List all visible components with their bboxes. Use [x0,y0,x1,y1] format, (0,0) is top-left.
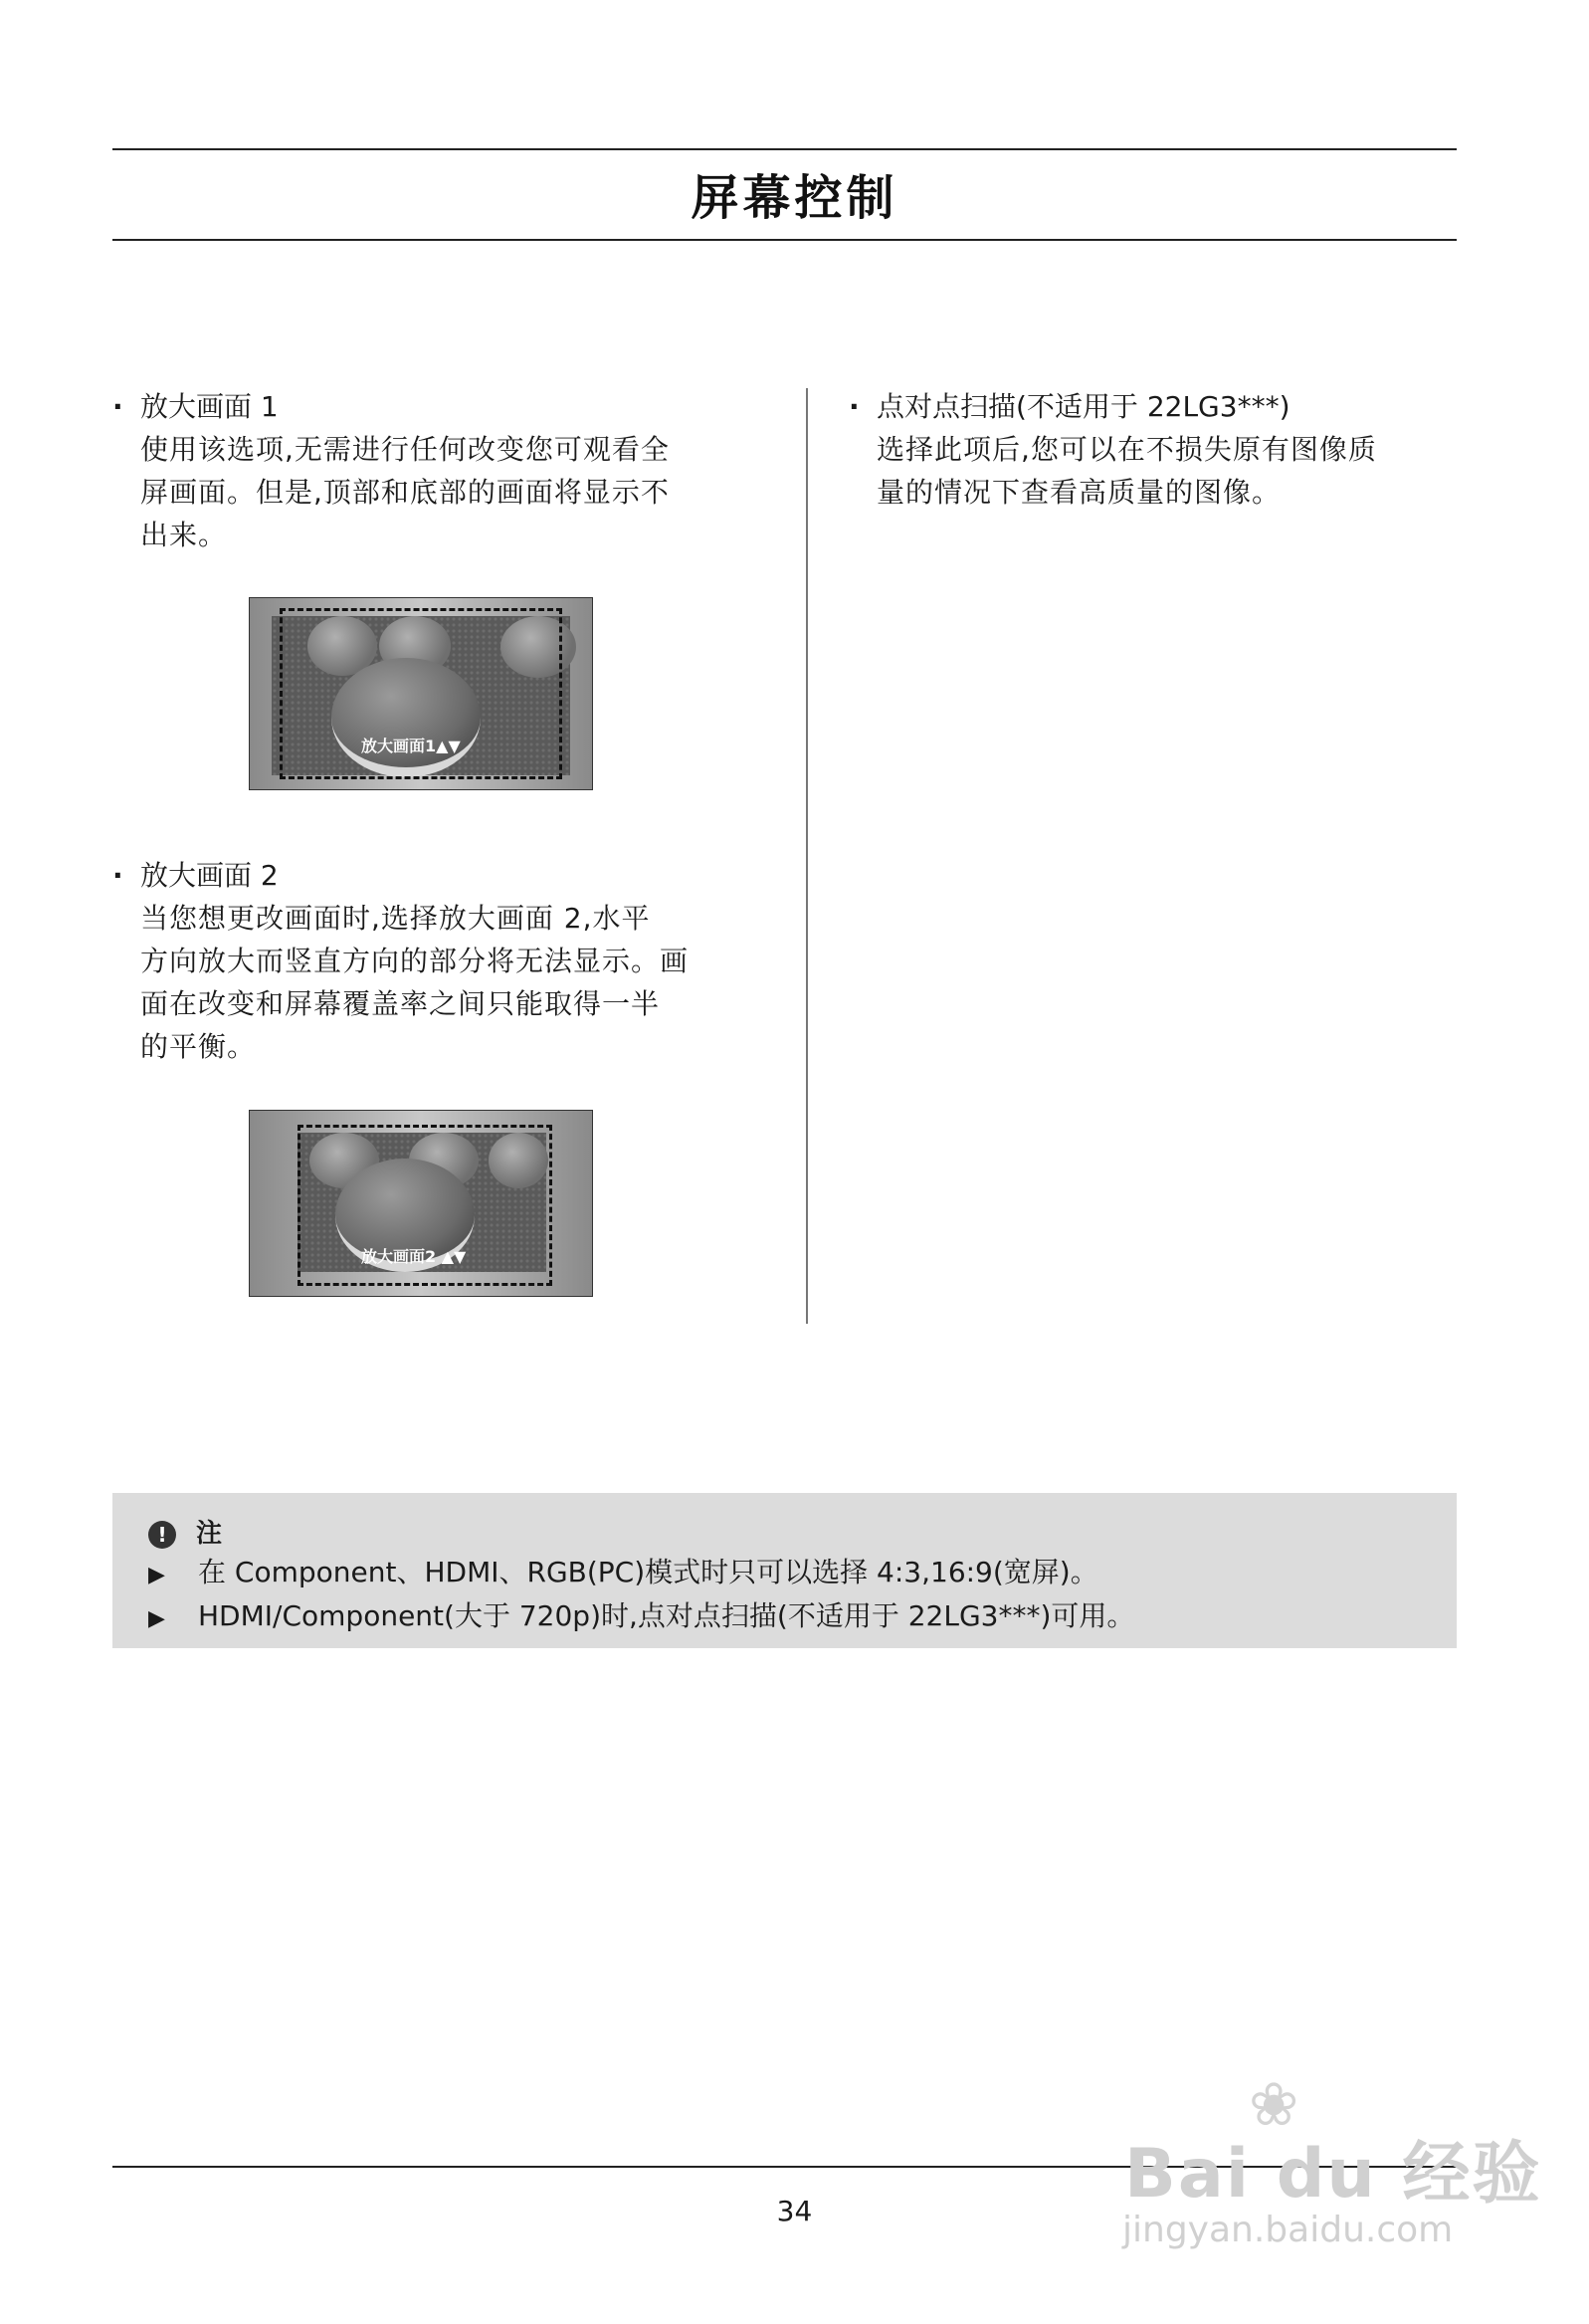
page-title: 屏幕控制 [691,170,898,226]
body-line: 当您想更改画面时,选择放大画面 2,水平 [140,902,651,935]
section-body [849,428,1446,514]
watermark-url: jingyan.baidu.com [1122,2210,1454,2250]
section-zoom1 [112,385,749,556]
note-item-text: 在 Component、HDMI、RGB(PC)模式时只可以选择 4:3,16:9(宽屏)。 [198,1556,1098,1588]
screen-label-text: 放大画面2 [361,1247,437,1266]
body-line: 面在改变和屏幕覆盖率之间只能取得一半 [140,987,661,1020]
column-divider [806,388,808,1324]
section-body [112,428,749,556]
zoom1-screen-illustration [249,597,593,790]
section-point-to-point [849,385,1446,514]
title-bottom-rule [112,239,1457,241]
body-line: 选择此项后,您可以在不损失原有图像质 [877,433,1377,466]
title-top-rule [112,148,1457,150]
exclamation-icon: ! [148,1521,176,1549]
note-item-text: HDMI/Component(大于 720p)时,点对点扫描(不适用于 22LG3***)可用。 [198,1599,1135,1632]
note-item [148,1551,1098,1590]
screen-label [361,1244,466,1267]
up-down-arrows-icon: ▲▼ [441,1247,467,1266]
note-box [112,1493,1457,1648]
section-zoom2 [112,854,749,1068]
zoom2-screen-illustration [249,1110,593,1297]
up-down-arrows-icon: ▲▼ [436,737,461,755]
note-heading [148,1513,222,1550]
section-heading: · 放大画面 2 [112,854,749,897]
body-line: 屏画面。但是,顶部和底部的画面将显示不 [140,476,670,509]
note-item [148,1594,1134,1634]
section-heading: · 放大画面 1 [112,385,749,428]
note-title: 注 [196,1519,223,1549]
watermark-brand: Bai du 经验 [1124,2135,1542,2214]
section-heading: · 点对点扫描(不适用于 22LG3***) [849,385,1446,428]
paw-logo-icon: ❀ [1249,2070,1299,2140]
triangle-bullet-icon: ▶ [148,1563,165,1587]
body-line: 出来。 [140,519,228,551]
triangle-bullet-icon: ▶ [148,1606,165,1631]
page-number: 34 [776,2195,813,2227]
screen-label-text: 放大画面1 [361,737,437,755]
body-line: 量的情况下查看高质量的图像。 [877,476,1282,509]
body-line: 使用该选项,无需进行任何改变您可观看全 [140,433,670,466]
body-line: 的平衡。 [140,1030,257,1063]
section-body [112,897,749,1068]
screen-label [361,734,461,756]
body-line: 方向放大而竖直方向的部分将无法显示。画 [140,945,690,977]
